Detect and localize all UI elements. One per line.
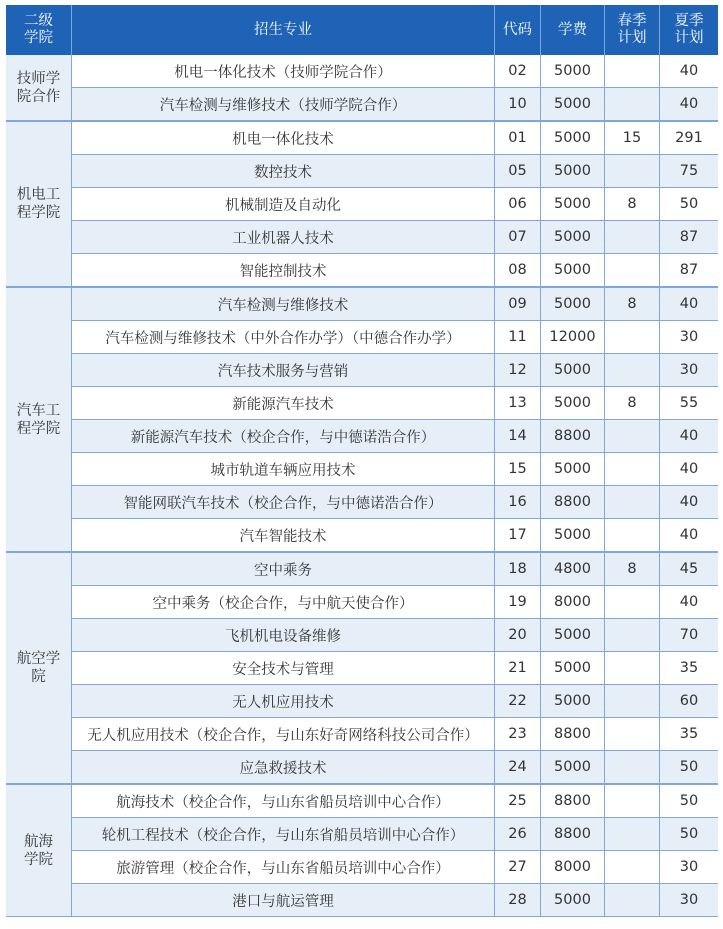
fee-cell: 5000 — [541, 188, 605, 221]
fee-cell: 5000 — [541, 453, 605, 486]
summer-cell: 55 — [660, 387, 718, 420]
fee-cell: 5000 — [541, 254, 605, 287]
table-row — [6, 685, 718, 718]
major-cell: 应急救援技术 — [72, 751, 495, 784]
spring-cell — [605, 155, 660, 188]
spring-cell — [605, 88, 660, 121]
code-cell: 09 — [495, 287, 541, 321]
table-row — [6, 851, 718, 884]
header-summer-plan: 夏季 计划 — [660, 5, 718, 55]
major-cell: 无人机应用技术（校企合作，与山东好奇网络科技公司合作） — [72, 718, 495, 751]
fee-cell: 5000 — [541, 221, 605, 254]
summer-cell: 30 — [660, 354, 718, 387]
code-cell: 22 — [495, 685, 541, 718]
code-cell: 19 — [495, 586, 541, 619]
table-row — [6, 287, 718, 321]
summer-cell: 50 — [660, 784, 718, 818]
spring-cell: 8 — [605, 287, 660, 321]
major-cell: 汽车检测与维修技术 — [72, 287, 495, 321]
table-row — [6, 387, 718, 420]
table-row — [6, 486, 718, 519]
code-cell: 17 — [495, 519, 541, 552]
fee-cell: 8800 — [541, 718, 605, 751]
spring-cell — [605, 354, 660, 387]
header-fee: 学费 — [541, 5, 605, 55]
summer-cell: 40 — [660, 420, 718, 453]
summer-cell: 50 — [660, 818, 718, 851]
table-row — [6, 221, 718, 254]
spring-cell: 8 — [605, 387, 660, 420]
header-row — [6, 5, 718, 55]
table-row — [6, 818, 718, 851]
summer-cell: 70 — [660, 619, 718, 652]
code-cell: 24 — [495, 751, 541, 784]
fee-cell: 8800 — [541, 420, 605, 453]
code-cell: 08 — [495, 254, 541, 287]
college-name — [6, 55, 72, 121]
spring-cell — [605, 818, 660, 851]
major-cell: 飞机机电设备维修 — [72, 619, 495, 652]
code-cell: 01 — [495, 121, 541, 155]
major-cell: 智能网联汽车技术（校企合作，与中德诺浩合作） — [72, 486, 495, 519]
spring-cell — [605, 453, 660, 486]
spring-cell — [605, 652, 660, 685]
college-name-line: 程学院 — [16, 205, 61, 221]
fee-cell: 5000 — [541, 55, 605, 88]
code-cell: 28 — [495, 884, 541, 917]
major-cell: 旅游管理（校企合作，与山东省船员培训中心合作） — [72, 851, 495, 884]
code-cell: 05 — [495, 155, 541, 188]
header-college: 二级 学院 — [6, 5, 72, 55]
fee-cell: 5000 — [541, 884, 605, 917]
fee-cell: 5000 — [541, 121, 605, 155]
table-row — [6, 420, 718, 453]
spring-cell — [605, 486, 660, 519]
summer-cell: 40 — [660, 55, 718, 88]
summer-cell: 40 — [660, 287, 718, 321]
table-row — [6, 88, 718, 121]
summer-cell: 60 — [660, 685, 718, 718]
table-row — [6, 586, 718, 619]
summer-cell: 40 — [660, 519, 718, 552]
code-cell: 26 — [495, 818, 541, 851]
major-cell: 新能源汽车技术（校企合作，与中德诺浩合作） — [72, 420, 495, 453]
major-cell: 新能源汽车技术 — [72, 387, 495, 420]
fee-cell: 8800 — [541, 486, 605, 519]
major-cell: 汽车智能技术 — [72, 519, 495, 552]
college-name-line: 航海 — [24, 833, 53, 850]
table-row — [6, 751, 718, 784]
code-cell: 20 — [495, 619, 541, 652]
spring-cell — [605, 851, 660, 884]
fee-cell: 5000 — [541, 155, 605, 188]
major-cell: 港口与航运管理 — [72, 884, 495, 917]
summer-cell: 35 — [660, 652, 718, 685]
major-cell: 航海技术（校企合作，与山东省船员培训中心合作） — [72, 784, 495, 818]
spring-cell — [605, 751, 660, 784]
summer-cell: 50 — [660, 751, 718, 784]
header-major: 招生专业 — [72, 5, 495, 55]
summer-cell: 40 — [660, 486, 718, 519]
fee-cell: 5000 — [541, 685, 605, 718]
code-cell: 12 — [495, 354, 541, 387]
major-cell: 无人机应用技术 — [72, 685, 495, 718]
table-body — [6, 55, 718, 917]
college-name-line: 院 — [31, 669, 46, 685]
table-row — [6, 619, 718, 652]
spring-cell — [605, 784, 660, 818]
table-row — [6, 652, 718, 685]
major-cell: 工业机器人技术 — [72, 221, 495, 254]
summer-cell: 40 — [660, 586, 718, 619]
code-cell: 15 — [495, 453, 541, 486]
spring-cell: 8 — [605, 188, 660, 221]
table-row — [6, 519, 718, 552]
fee-cell: 5000 — [541, 287, 605, 321]
major-cell: 机械制造及自动化 — [72, 188, 495, 221]
major-cell: 机电一体化技术（技师学院合作） — [72, 55, 495, 88]
spring-cell — [605, 586, 660, 619]
table-row — [6, 354, 718, 387]
table-row — [6, 155, 718, 188]
major-cell: 数控技术 — [72, 155, 495, 188]
fee-cell: 12000 — [541, 321, 605, 354]
summer-cell: 50 — [660, 188, 718, 221]
spring-cell: 15 — [605, 121, 660, 155]
major-cell: 轮机工程技术（校企合作，与山东省船员培训中心合作） — [72, 818, 495, 851]
spring-cell: 8 — [605, 552, 660, 586]
college-name — [6, 552, 72, 784]
table-row — [6, 552, 718, 586]
major-cell: 汽车技术服务与营销 — [72, 354, 495, 387]
spring-cell — [605, 619, 660, 652]
table-row — [6, 121, 718, 155]
college-name — [6, 121, 72, 287]
spring-cell — [605, 321, 660, 354]
spring-cell — [605, 420, 660, 453]
enrollment-table — [6, 5, 718, 917]
table-row — [6, 718, 718, 751]
college-name — [6, 784, 72, 917]
fee-cell: 5000 — [541, 619, 605, 652]
table-row — [6, 884, 718, 917]
fee-cell: 5000 — [541, 751, 605, 784]
fee-cell: 4800 — [541, 552, 605, 586]
college-name-line: 航空学 — [16, 651, 61, 667]
summer-cell: 45 — [660, 552, 718, 586]
summer-cell: 35 — [660, 718, 718, 751]
header-spring-plan: 春季 计划 — [605, 5, 660, 55]
table-row — [6, 188, 718, 221]
spring-cell — [605, 221, 660, 254]
fee-cell: 8800 — [541, 818, 605, 851]
table-row — [6, 321, 718, 354]
table-row — [6, 55, 718, 88]
major-cell: 安全技术与管理 — [72, 652, 495, 685]
code-cell: 02 — [495, 55, 541, 88]
code-cell: 18 — [495, 552, 541, 586]
major-cell: 空中乘务（校企合作，与中航天使合作） — [72, 586, 495, 619]
code-cell: 10 — [495, 88, 541, 121]
major-cell: 汽车检测与维修技术（中外合作办学）（中德合作办学） — [72, 321, 495, 354]
spring-cell — [605, 55, 660, 88]
fee-cell: 8000 — [541, 851, 605, 884]
summer-cell: 30 — [660, 884, 718, 917]
code-cell: 23 — [495, 718, 541, 751]
table-row — [6, 453, 718, 486]
spring-cell — [605, 685, 660, 718]
college-name-line: 汽车工 — [16, 402, 61, 419]
major-cell: 汽车检测与维修技术（技师学院合作） — [72, 88, 495, 121]
code-cell: 06 — [495, 188, 541, 221]
major-cell: 空中乘务 — [72, 552, 495, 586]
fee-cell: 5000 — [541, 88, 605, 121]
code-cell: 11 — [495, 321, 541, 354]
fee-cell: 5000 — [541, 354, 605, 387]
code-cell: 16 — [495, 486, 541, 519]
fee-cell: 5000 — [541, 519, 605, 552]
summer-cell: 87 — [660, 221, 718, 254]
fee-cell: 8800 — [541, 784, 605, 818]
major-cell: 机电一体化技术 — [72, 121, 495, 155]
major-cell: 智能控制技术 — [72, 254, 495, 287]
table-row — [6, 254, 718, 287]
major-cell: 城市轨道车辆应用技术 — [72, 453, 495, 486]
college-name-line: 院合作 — [16, 88, 61, 105]
code-cell: 14 — [495, 420, 541, 453]
code-cell: 07 — [495, 221, 541, 254]
fee-cell: 5000 — [541, 387, 605, 420]
college-name-line: 程学院 — [16, 420, 61, 437]
spring-cell — [605, 254, 660, 287]
table-row — [6, 784, 718, 818]
college-name — [6, 287, 72, 552]
summer-cell: 30 — [660, 321, 718, 354]
spring-cell — [605, 519, 660, 552]
summer-cell: 30 — [660, 851, 718, 884]
header-code: 代码 — [495, 5, 541, 55]
fee-cell: 5000 — [541, 652, 605, 685]
spring-cell — [605, 718, 660, 751]
code-cell: 21 — [495, 652, 541, 685]
fee-cell: 8000 — [541, 586, 605, 619]
college-name-line: 机电工 — [16, 187, 61, 203]
code-cell: 13 — [495, 387, 541, 420]
college-name-line: 学院 — [24, 851, 53, 868]
code-cell: 27 — [495, 851, 541, 884]
summer-cell: 40 — [660, 453, 718, 486]
summer-cell: 75 — [660, 155, 718, 188]
summer-cell: 40 — [660, 88, 718, 121]
college-name-line: 技师学 — [16, 70, 61, 87]
code-cell: 25 — [495, 784, 541, 818]
summer-cell: 291 — [660, 121, 718, 155]
summer-cell: 87 — [660, 254, 718, 287]
spring-cell — [605, 884, 660, 917]
